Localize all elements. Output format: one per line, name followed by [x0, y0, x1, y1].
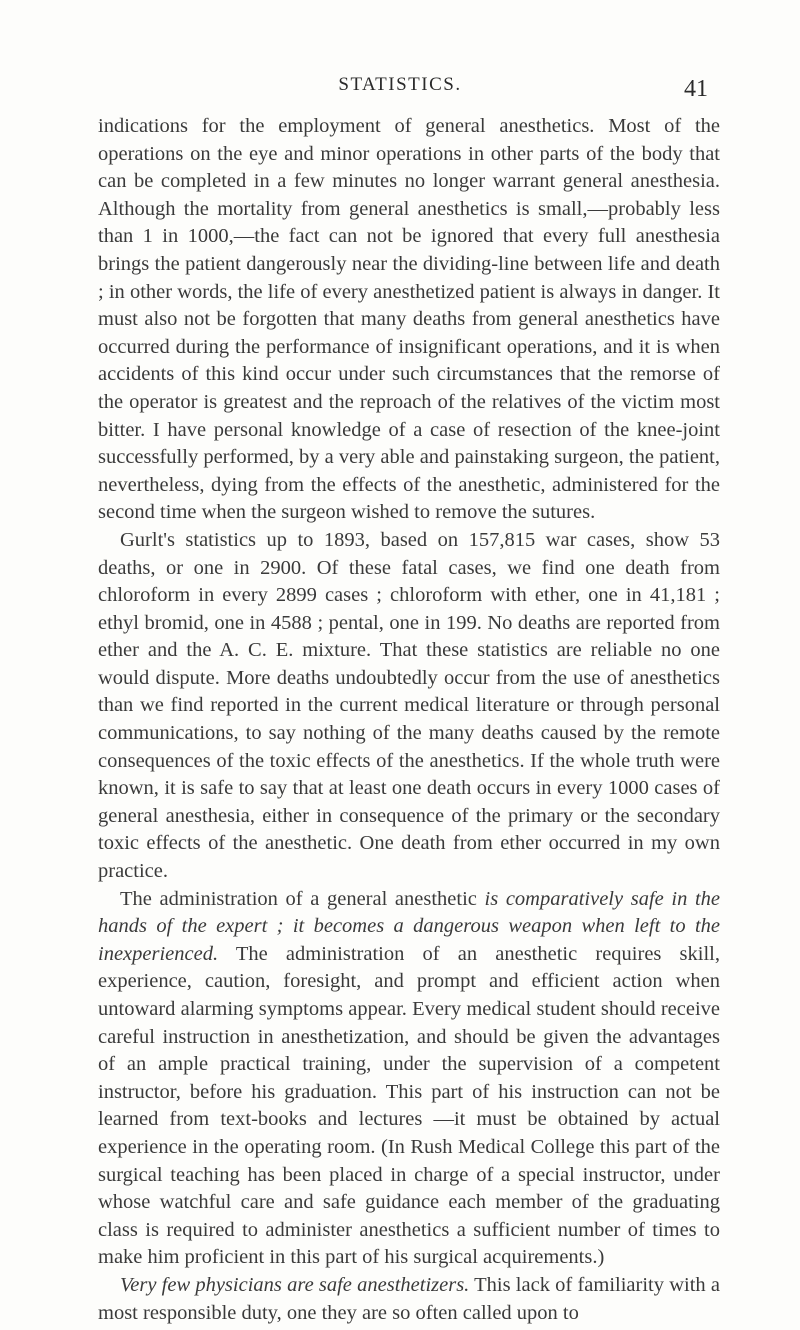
paragraph-4	[98, 1272, 720, 1327]
page-number: 41	[684, 76, 708, 102]
paragraph-1	[98, 113, 720, 527]
paragraph-text: The administration of an anesthetic requires skill, experience, caution, foresight, and prompt and efficient action when untoward alarming symptoms appear. Every medical student should receive careful instruction in anesthetization, and should be given the advantages of an ample practical training, under the supervision of a competent instructor, before his graduation. This part of his instruction can not be learned from text-books and lectures —it must be obtained by actual experience in the operating room. (In Rush Medical College this part of the surgical teaching has been placed in charge of a special instructor, under whose watchful care and safe guidance each member of the graduating class is required to administer anesthetics a sufficient number of times to make him proficient in this part of his surgical acquirements.)	[98, 942, 720, 1269]
paragraph-text: indications for the employment of general anesthetics. Most of the operations on the eye and minor operations in other parts of the body that can be completed in a few minutes no longer warrant general anesthesia. Although the mortality from general anesthetics is small,—probably less than 1 in 1000,—the fact can not be ignored that every full anesthesia brings the patient dangerously near the dividing-line between life and death ; in other words, the life of every anesthetized patient is always in danger. It must also not be forgotten that many deaths from general anesthetics have occurred during the performance of insignificant operations, and it is when accidents of this kind occur under such circumstances that the remorse of the operator is greatest and the reproach of the relatives of the victim most bitter. I have personal knowledge of a case of resection of the knee-joint successfully performed, by a very able and painstaking surgeon, the patient, nevertheless, dying from the effects of the anesthetic, administered for the second time when the surgeon wished to remove the sutures.	[98, 115, 720, 524]
italic-emphasis: is comparatively safe in the hands of the expert ; it becomes a dangerous weapon when left to the inexperienced.	[98, 887, 720, 965]
paragraph-text: Gurlt's statistics up to 1893, based on 157,815 war cases, show 53 deaths, or one in 2900. Of these fatal cases, we find one death from chloroform in every 2899 cases ; chloroform with ether, one in 41,181 ; ethyl bromid, one in 4588 ; pental, one in 199. No deaths are reported from ether and the A. C. E. mixture. That these statistics are reliable no one would dispute. More deaths undoubtedly occur from the use of anesthetics than we find reported in the current medical literature or through personal communications, to say nothing of the many deaths caused by the remote consequences of the toxic effects of the anesthetics. If the whole truth were known, it is safe to say that at least one death occurs in every 1000 cases of general anesthesia, either in consequence of the primary or the secondary toxic effects of the anesthetic. One death from ether occurred in my own practice.	[98, 528, 720, 883]
italic-emphasis: Very few physicians are safe anesthetizers.	[120, 1273, 470, 1296]
paragraph-2	[98, 527, 720, 886]
running-head	[0, 74, 800, 108]
paragraph-text: This lack of familiarity with a most responsible duty, one they are so often called upon to	[98, 1273, 720, 1324]
paragraph-3	[98, 886, 720, 1272]
running-title: STATISTICS.	[338, 74, 462, 95]
paragraph-text: The administration of a general anesthetic	[120, 887, 485, 910]
body-text	[98, 113, 720, 1327]
